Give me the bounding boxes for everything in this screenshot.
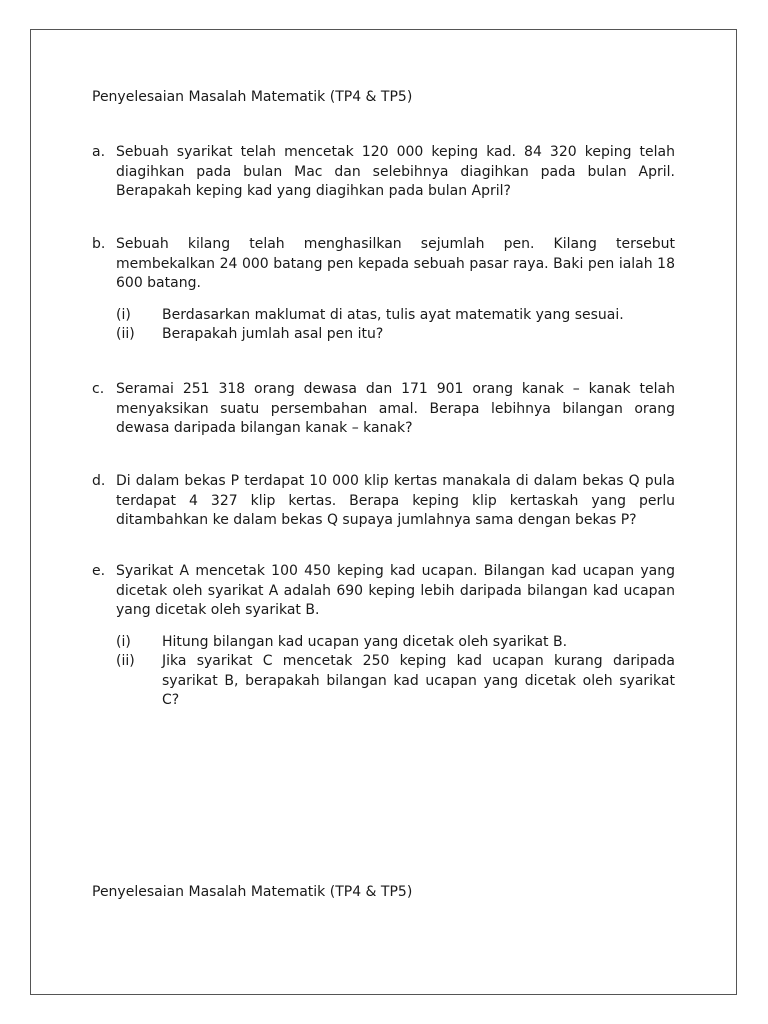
question-marker: a.: [92, 144, 106, 160]
page-title: Penyelesaian Masalah Matematik (TP4 & TP5): [92, 89, 413, 105]
question-c: [92, 380, 675, 439]
question-marker: e.: [92, 563, 106, 579]
question-text: Seramai 251 318 orang dewasa dan 171 901 orang kanak – kanak telah menyaksikan suatu persembahan amal. Berapa lebihnya bilangan orang dewasa daripada bilangan kanak – kanak?: [116, 381, 675, 436]
question-text: Sebuah kilang telah menghasilkan sejumlah pen. Kilang tersebut membekalkan 24 000 batang pen kepada sebuah pasar raya. Baki pen ialah 18 600 batang.: [116, 236, 675, 291]
sub-question: [116, 325, 675, 345]
question-a: [92, 143, 675, 202]
sub-question-marker: (i): [116, 306, 131, 323]
sub-question: [116, 306, 675, 326]
sub-question-text: Berdasarkan maklumat di atas, tulis ayat matematik yang sesuai.: [162, 306, 624, 323]
sub-question-list: [92, 633, 675, 711]
question-marker: c.: [92, 381, 105, 397]
sub-question-text: Hitung bilangan kad ucapan yang dicetak oleh syarikat B.: [162, 633, 568, 650]
page-footer-title: Penyelesaian Masalah Matematik (TP4 & TP5): [92, 884, 413, 900]
sub-question-marker: (i): [116, 633, 131, 650]
question-marker: b.: [92, 236, 106, 252]
question-d: [92, 472, 675, 531]
question-e: [92, 562, 675, 711]
sub-question: [116, 633, 675, 653]
question-b: [92, 235, 675, 345]
sub-question-text: Jika syarikat C mencetak 250 keping kad ucapan kurang daripada syarikat B, berapakah bilangan kad ucapan yang dicetak oleh syarikat C?: [162, 653, 675, 708]
sub-question-list: [92, 306, 675, 345]
question-text: Di dalam bekas P terdapat 10 000 klip kertas manakala di dalam bekas Q pula terdapat 4 327 klip kertas. Berapa keping klip kertaskah yang perlu ditambahkan ke dalam bekas Q supaya jumlahnya sama dengan bekas P?: [116, 473, 675, 528]
sub-question-marker: (ii): [116, 653, 135, 669]
sub-question: [116, 652, 675, 711]
sub-question-marker: (ii): [116, 326, 135, 342]
sub-question-text: Berapakah jumlah asal pen itu?: [162, 326, 384, 342]
question-text: Syarikat A mencetak 100 450 keping kad ucapan. Bilangan kad ucapan yang dicetak oleh syarikat A adalah 690 keping lebih daripada bilangan kad ucapan yang dicetak oleh syarikat B.: [116, 563, 675, 618]
question-marker: d.: [92, 473, 106, 489]
question-text: Sebuah syarikat telah mencetak 120 000 keping kad. 84 320 keping telah diagihkan pada bulan Mac dan selebihnya diagihkan pada bulan April. Berapakah keping kad yang diagihkan pada bulan April?: [116, 144, 675, 199]
